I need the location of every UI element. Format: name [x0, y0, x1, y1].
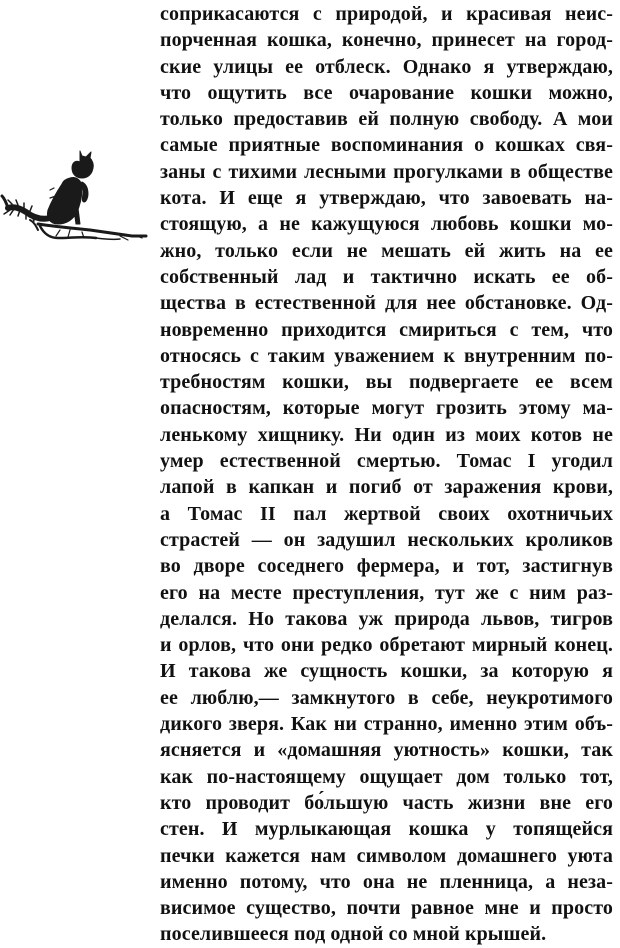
text-line: относясь с таким уважением к внутренним по-	[160, 344, 613, 367]
text-line: соприкасаются с природой, и красивая неис-	[160, 3, 613, 25]
text-line: требностям кошки, вы подвергаете ее всем	[160, 371, 613, 394]
text-line: кто проводит бо́льшую часть жизни вне его	[160, 791, 613, 814]
text-line: стен. И мурлыкающая кошка у топящейся	[160, 818, 613, 841]
text-line: дикого зверя. Как ни странно, именно этим объ-	[160, 713, 613, 736]
text-line: его на месте преступления, тут же с ним раз-	[160, 581, 613, 604]
text-line: опасностям, которые могут грозить этому ма-	[160, 397, 613, 420]
text-line: что ощутить все очарование кошки можно,	[160, 81, 613, 104]
text-line: именно потому, что она не пленница, а неза-	[160, 870, 613, 893]
text-line: ясняется и «домашняя уютность» кошки, так	[160, 739, 613, 762]
text-line: ленькому хищнику. Ни один из моих котов не	[160, 423, 613, 446]
text-line: и орлов, что они редко обретают мирный конец.	[160, 634, 613, 657]
text-line: стоящую, а не кажущуюся любовь кошки мо-	[160, 213, 613, 236]
cat-on-branch-illustration	[0, 140, 150, 250]
body-text	[160, 1, 613, 948]
text-line: новременно приходится смириться с тем, что	[160, 318, 613, 341]
text-line: лапой в капкан и погиб от заражения крови,	[160, 476, 613, 499]
text-line: заны с тихими лесными прогулками в обществе	[160, 160, 613, 183]
text-line: ские улицы ее отблеск. Однако я утверждаю,	[160, 55, 613, 78]
text-line: порченная кошка, конечно, принесет на город-	[160, 29, 613, 52]
text-line: а Томас II пал жертвой своих охотничьих	[160, 502, 613, 525]
text-line: висимое существо, почти равное мне и просто	[160, 897, 613, 920]
text-line: как по-настоящему ощущает дом только тот,	[160, 765, 613, 788]
text-line: страстей — он задушил нескольких кроликов	[160, 528, 613, 551]
text-line: делался. Но такова уж природа львов, тигров	[160, 607, 613, 630]
text-line: только предоставив ей полную свободу. А мои	[160, 108, 613, 131]
text-line: печки кажется нам символом домашнего уюта	[160, 844, 613, 867]
text-line: поселившееся под одной со мной крышей.	[160, 923, 547, 946]
text-line: во дворе соседнего фермера, и тот, застигнув	[160, 555, 613, 578]
text-line: ее люблю,— замкнутого в себе, неукротимого	[160, 686, 613, 709]
text-line: собственный лад и тактично искать ее об-	[160, 265, 613, 288]
text-line: кота. И еще я утверждаю, что завоевать на-	[160, 187, 613, 210]
text-line: самые приятные воспоминания о кошках свя-	[160, 134, 613, 157]
text-line: умер естественной смертью. Томас I угодил	[160, 450, 613, 473]
text-line: щества в естественной для нее обстановке. Од-	[160, 292, 613, 315]
text-line: жно, только если не мешать ей жить на ее	[160, 239, 613, 262]
text-line: И такова же сущность кошки, за которую я	[160, 660, 613, 683]
